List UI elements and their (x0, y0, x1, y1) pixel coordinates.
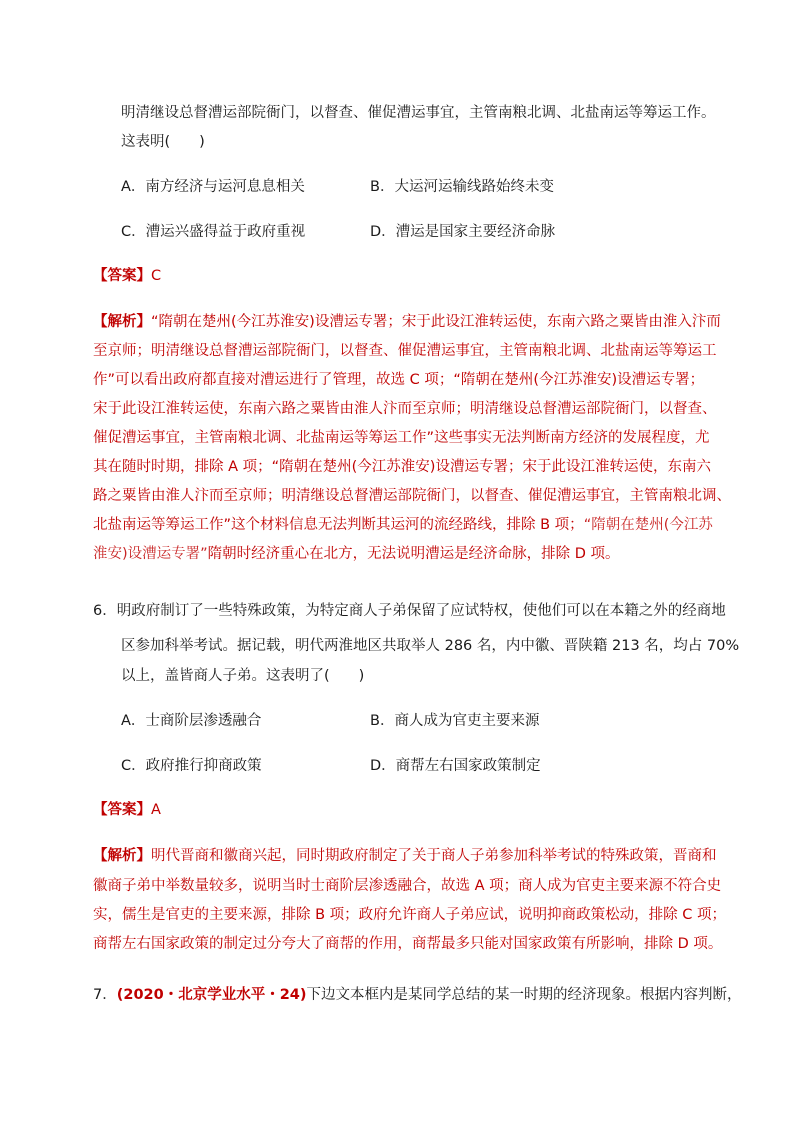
q5-option-d[interactable]: D．漕运是国家主要经济命脉 (370, 224, 556, 240)
analysis-label: 【解析】 (93, 314, 151, 330)
q6-option-b[interactable]: B．商人成为官吏主要来源 (370, 713, 540, 729)
q5-option-a[interactable]: A．南方经济与运河息息相关 (121, 179, 305, 195)
q5-analysis-line5: 催促漕运事宜，主管南粮北调、北盐南运等筹运工作”这些事实无法判断南方经济的发展程度，尤 (93, 430, 710, 446)
q5-stem-line2: 这表明( ) (121, 134, 205, 150)
analysis-label: 【解析】 (93, 848, 151, 864)
q6-analysis-line2: 徽商子弟中举数量较多，说明当时士商阶层渗透融合，故选 A 项；商人成为官吏主要来源不符合史 (93, 878, 722, 894)
q6-stem-line1 (93, 601, 726, 621)
q5-option-c[interactable]: C．漕运兴盛得益于政府重视 (121, 224, 306, 240)
answer-value: A (151, 802, 161, 818)
analysis-text: 明代晋商和徽商兴起，同时期政府制定了关于商人子弟参加科举考试的特殊政策，晋商和 (151, 848, 717, 864)
question-number: 7． (93, 987, 117, 1003)
question-text: 下边文本框内是某同学总结的某一时期的经济现象。根据内容判断， (306, 987, 742, 1003)
q5-stem-line1: 明清继设总督漕运部院衙门，以督查、催促漕运事宜，主管南粮北调、北盐南运等筹运工作。 (121, 105, 716, 121)
answer-value: C (151, 268, 162, 284)
q5-analysis-line2: 至京师；明清继设总督漕运部院衙门，以督查、催促漕运事宜，主管南粮北调、北盐南运等筹运工 (93, 343, 717, 359)
q5-analysis-line6: 其在随时时期，排除 A 项；“隋朝在楚州(今江苏淮安)设漕运专署；宋于此设江淮转运使，东南六 (93, 459, 711, 475)
q6-option-a[interactable]: A．士商阶层渗透融合 (121, 713, 262, 729)
q6-analysis-line3: 实，儒生是官吏的主要来源，排除 B 项；政府允许商人子弟应试，说明抑商政策松动，排除 C 项； (93, 907, 727, 923)
analysis-text: “隋朝在楚州(今江苏淮安)设漕运专署；宋于此设江淮转运使，东南六路之粟皆由淮入汴而 (151, 314, 721, 330)
question-source: (2020・北京学业水平・24) (116, 987, 307, 1003)
q5-answer (93, 266, 161, 286)
q6-option-d[interactable]: D．商帮左右国家政策制定 (370, 758, 541, 774)
q6-analysis-line1 (93, 846, 717, 866)
analysis-quote: “隋朝在楚州(今江苏 (583, 517, 713, 533)
q6-option-c[interactable]: C．政府推行抑商政策 (121, 758, 262, 774)
q5-analysis-line8 (93, 515, 713, 535)
q5-analysis-line3: 作”可以看出政府都直接对漕运进行了管理，故选 C 项；“隋朝在楚州(今江苏淮安)设漕运专署； (93, 372, 705, 388)
question-number: 6． (93, 603, 117, 619)
q5-analysis-line4: 宋于此设江淮转运使，东南六路之粟皆由淮人汴而至京师；明清继设总督漕运部院衙门，以督查、 (93, 401, 717, 417)
answer-label: 【答案】 (93, 802, 151, 818)
q5-analysis-line9 (93, 544, 620, 564)
answer-label: 【答案】 (93, 268, 151, 284)
analysis-text: 北盐南运等筹运工作”这个材料信息无法判断其运河的流经路线，排除 B 项； (93, 517, 584, 533)
q6-stem-line2: 区参加科举考试。据记载，明代两淮地区共取举人 286 名，内中徽、晋陕籍 213 名，均占 70% (121, 638, 740, 654)
q5-option-b[interactable]: B．大运河运输线路始终未变 (370, 179, 554, 195)
q6-analysis-line4: 商帮左右国家政策的制定过分夸大了商帮的作用，商帮最多只能对国家政策有所影响，排除 D 项。 (93, 936, 723, 952)
analysis-quote: 淮安)设漕运专署” (93, 546, 208, 562)
question-text: 明政府制订了一些特殊政策，为特定商人子弟保留了应试特权，使他们可以在本籍之外的经商地 (116, 603, 726, 619)
q6-answer (93, 800, 161, 820)
q6-stem-line3: 以上，盖皆商人子弟。这表明了( ) (121, 668, 365, 684)
analysis-text: 隋朝时经济重心在北方，无法说明漕运是经济命脉，排除 D 项。 (207, 546, 620, 562)
q7-stem-line1 (93, 985, 742, 1005)
q5-analysis-line1 (93, 312, 721, 332)
q5-analysis-line7: 路之粟皆由淮人汴而至京师；明清继设总督漕运部院衙门，以督查、催促漕运事宜，主管南粮北调、 (93, 488, 731, 504)
